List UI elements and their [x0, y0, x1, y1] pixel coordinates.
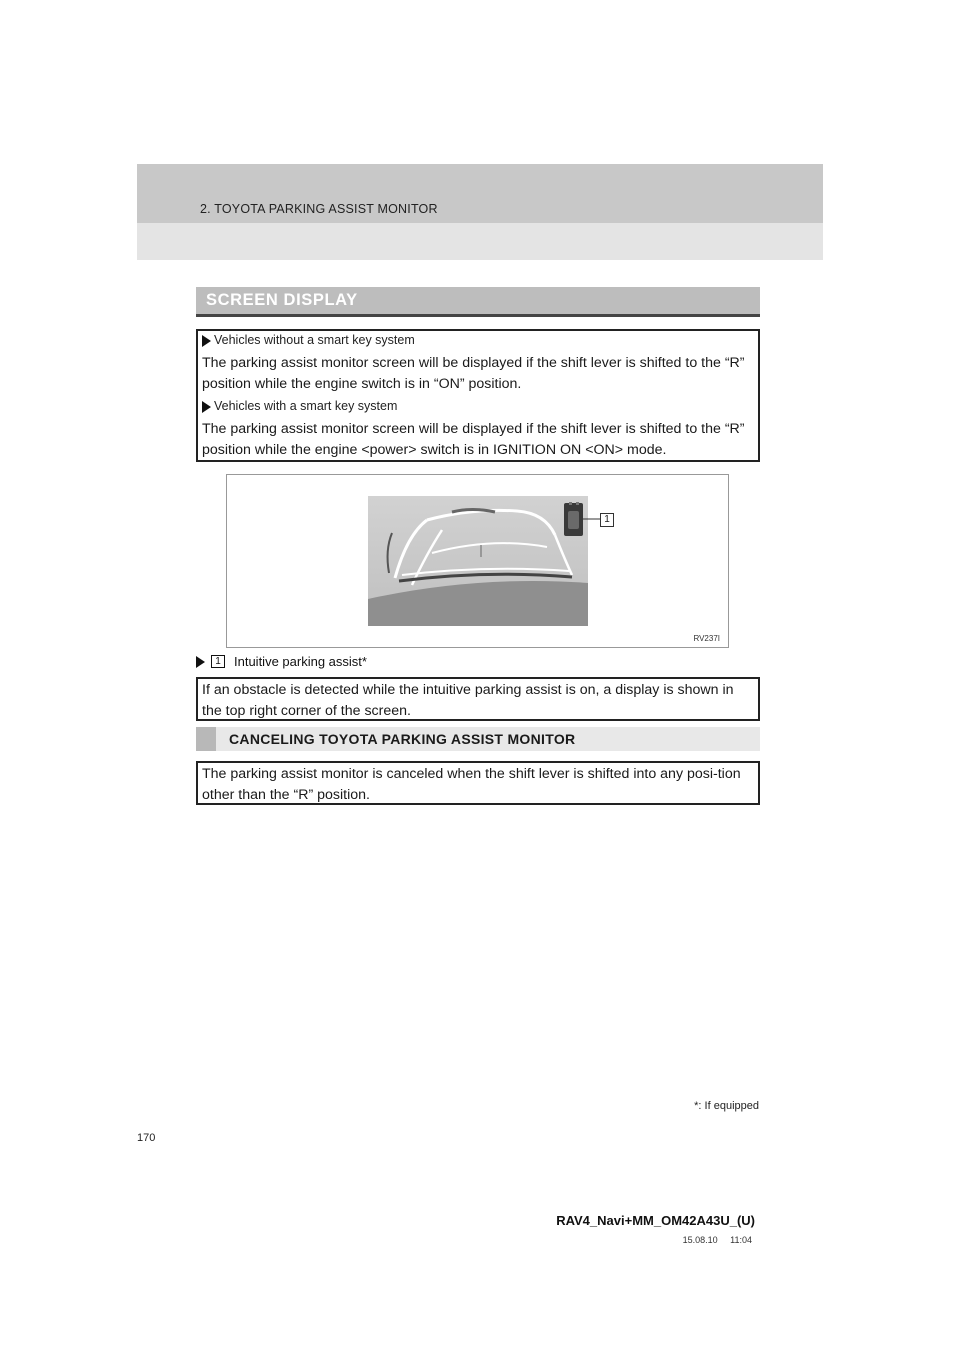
camera-view-illustration [227, 475, 728, 647]
paragraph-no-smart-key: The parking assist monitor screen will be displayed if the shift lever is shifted to the “R” position while the engine switch is in “ON” position. [202, 355, 745, 392]
subheading-text: Vehicles without a smart key system [214, 333, 415, 347]
item-label: Intuitive parking assist* [234, 654, 367, 669]
info-box-cancel [196, 761, 760, 805]
subheading-no-smart-key [202, 333, 415, 347]
subheading-text: Vehicles with a smart key system [214, 399, 398, 413]
triangle-bullet-icon [202, 401, 211, 413]
subsection-accent [196, 727, 216, 751]
item-label-row [196, 654, 367, 669]
paragraph-obstacle: If an obstacle is detected while the intuitive parking assist is on, a display is shown in the top right corner of the screen. [202, 682, 734, 719]
triangle-bullet-icon [202, 335, 211, 347]
monitor-screen-figure [226, 474, 729, 648]
subheading-smart-key [202, 399, 397, 413]
figure-code: RV237I [693, 634, 720, 643]
page-number: 170 [137, 1132, 156, 1144]
info-box-obstacle [196, 677, 760, 721]
document-id: RAV4_Navi+MM_OM42A43U_(U) [556, 1213, 755, 1228]
triangle-bullet-icon [196, 656, 205, 668]
chapter-title: 2. TOYOTA PARKING ASSIST MONITOR [200, 202, 438, 216]
paragraph-smart-key: The parking assist monitor screen will be displayed if the shift lever is shifted to the “R” position while the engine <power> switch is in IGNITION ON <ON> mode. [202, 421, 745, 458]
callout-number: 1 [600, 513, 614, 527]
header-subband [137, 223, 823, 260]
subsection-title: CANCELING TOYOTA PARKING ASSIST MONITOR [229, 731, 576, 747]
footnote: *: If equipped [694, 1100, 759, 1112]
paragraph-cancel: The parking assist monitor is canceled when the shift lever is shifted into any posi-tion other than the “R” position. [202, 766, 741, 803]
section-title: SCREEN DISPLAY [206, 291, 358, 309]
print-timestamp: 15.08.10 11:04 [682, 1235, 752, 1245]
info-box-conditions [196, 329, 760, 462]
item-number-box: 1 [211, 655, 225, 668]
